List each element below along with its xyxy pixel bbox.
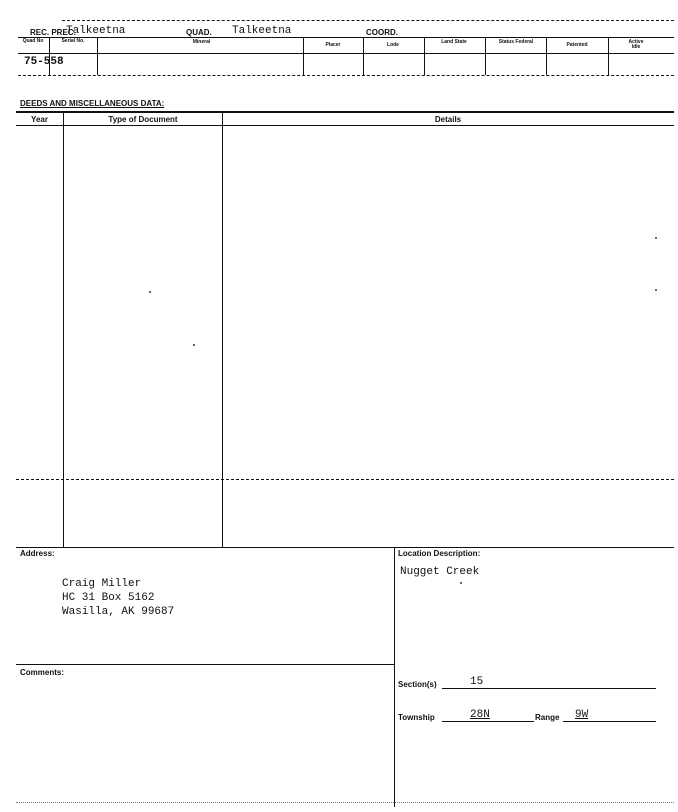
range-underline (563, 721, 656, 722)
deeds-rule-top (16, 111, 674, 113)
col-placer: Placer (325, 42, 341, 48)
col-lode: Lode (387, 42, 399, 48)
col-quad-no: Quad No (22, 38, 44, 44)
scan-speck (193, 344, 195, 346)
col-divider (485, 37, 486, 75)
scan-noise-bottom (16, 802, 674, 803)
header-rule-top (18, 37, 674, 38)
col-serial-no: Serial No. (61, 38, 85, 44)
col-active-idle: Active Idle (628, 39, 644, 50)
location-value: Nugget Creek (400, 566, 480, 578)
scan-speck (460, 582, 462, 584)
lower-rule-top (16, 547, 674, 548)
comments-label: Comments: (20, 668, 65, 677)
address-name: Craig Miller (62, 578, 142, 590)
deeds-title: DEEDS AND MISCELLANEOUS DATA: (20, 99, 165, 108)
township-value: 28N (470, 709, 490, 721)
section-value: 15 (470, 676, 484, 688)
lower-divider (394, 547, 395, 807)
deeds-col-type: Type of Document (108, 115, 178, 124)
quad-label: QUAD. (186, 28, 212, 37)
deeds-col-year: Year (31, 115, 48, 124)
top-dashed-rule (62, 20, 674, 21)
township-underline (442, 721, 534, 722)
scan-speck (655, 237, 657, 239)
deeds-dashed-rule (16, 479, 674, 480)
address-line1: HC 31 Box 5162 (62, 592, 155, 604)
section-underline (442, 688, 656, 689)
township-label: Township (398, 713, 435, 722)
deeds-divider-year (63, 111, 64, 547)
quad-no-value: 75-558 (24, 56, 64, 68)
rec-prec-label: REC. PREC. (30, 28, 76, 37)
range-label: Range (535, 713, 560, 722)
col-mineral: Mineral (192, 39, 211, 45)
comments-rule (16, 664, 394, 665)
header-rule-mid (18, 53, 674, 54)
quad-value: Talkeetna (232, 25, 292, 37)
section-label: Section(s) (398, 680, 437, 689)
rec-prec-value: Talkeetna (66, 25, 126, 37)
col-status-federal: Status Federal (498, 39, 534, 45)
col-patented: Patented (566, 42, 588, 48)
col-divider (424, 37, 425, 75)
deeds-rule-header (16, 125, 674, 126)
deeds-col-details: Details (434, 115, 462, 124)
address-label: Address: (20, 549, 55, 558)
record-bottom-dashed-rule (18, 75, 674, 76)
col-divider (608, 37, 609, 75)
scan-speck (655, 289, 657, 291)
scan-speck (149, 291, 151, 293)
col-divider (303, 37, 304, 75)
location-label: Location Description: (398, 549, 481, 558)
coord-label: COORD. (366, 28, 398, 37)
range-value: 9W (575, 709, 589, 721)
deeds-divider-type (222, 111, 223, 547)
address-line2: Wasilla, AK 99687 (62, 606, 175, 618)
col-divider (363, 37, 364, 75)
col-divider (546, 37, 547, 75)
col-divider (97, 37, 98, 75)
col-land-state: Land State (441, 39, 467, 45)
